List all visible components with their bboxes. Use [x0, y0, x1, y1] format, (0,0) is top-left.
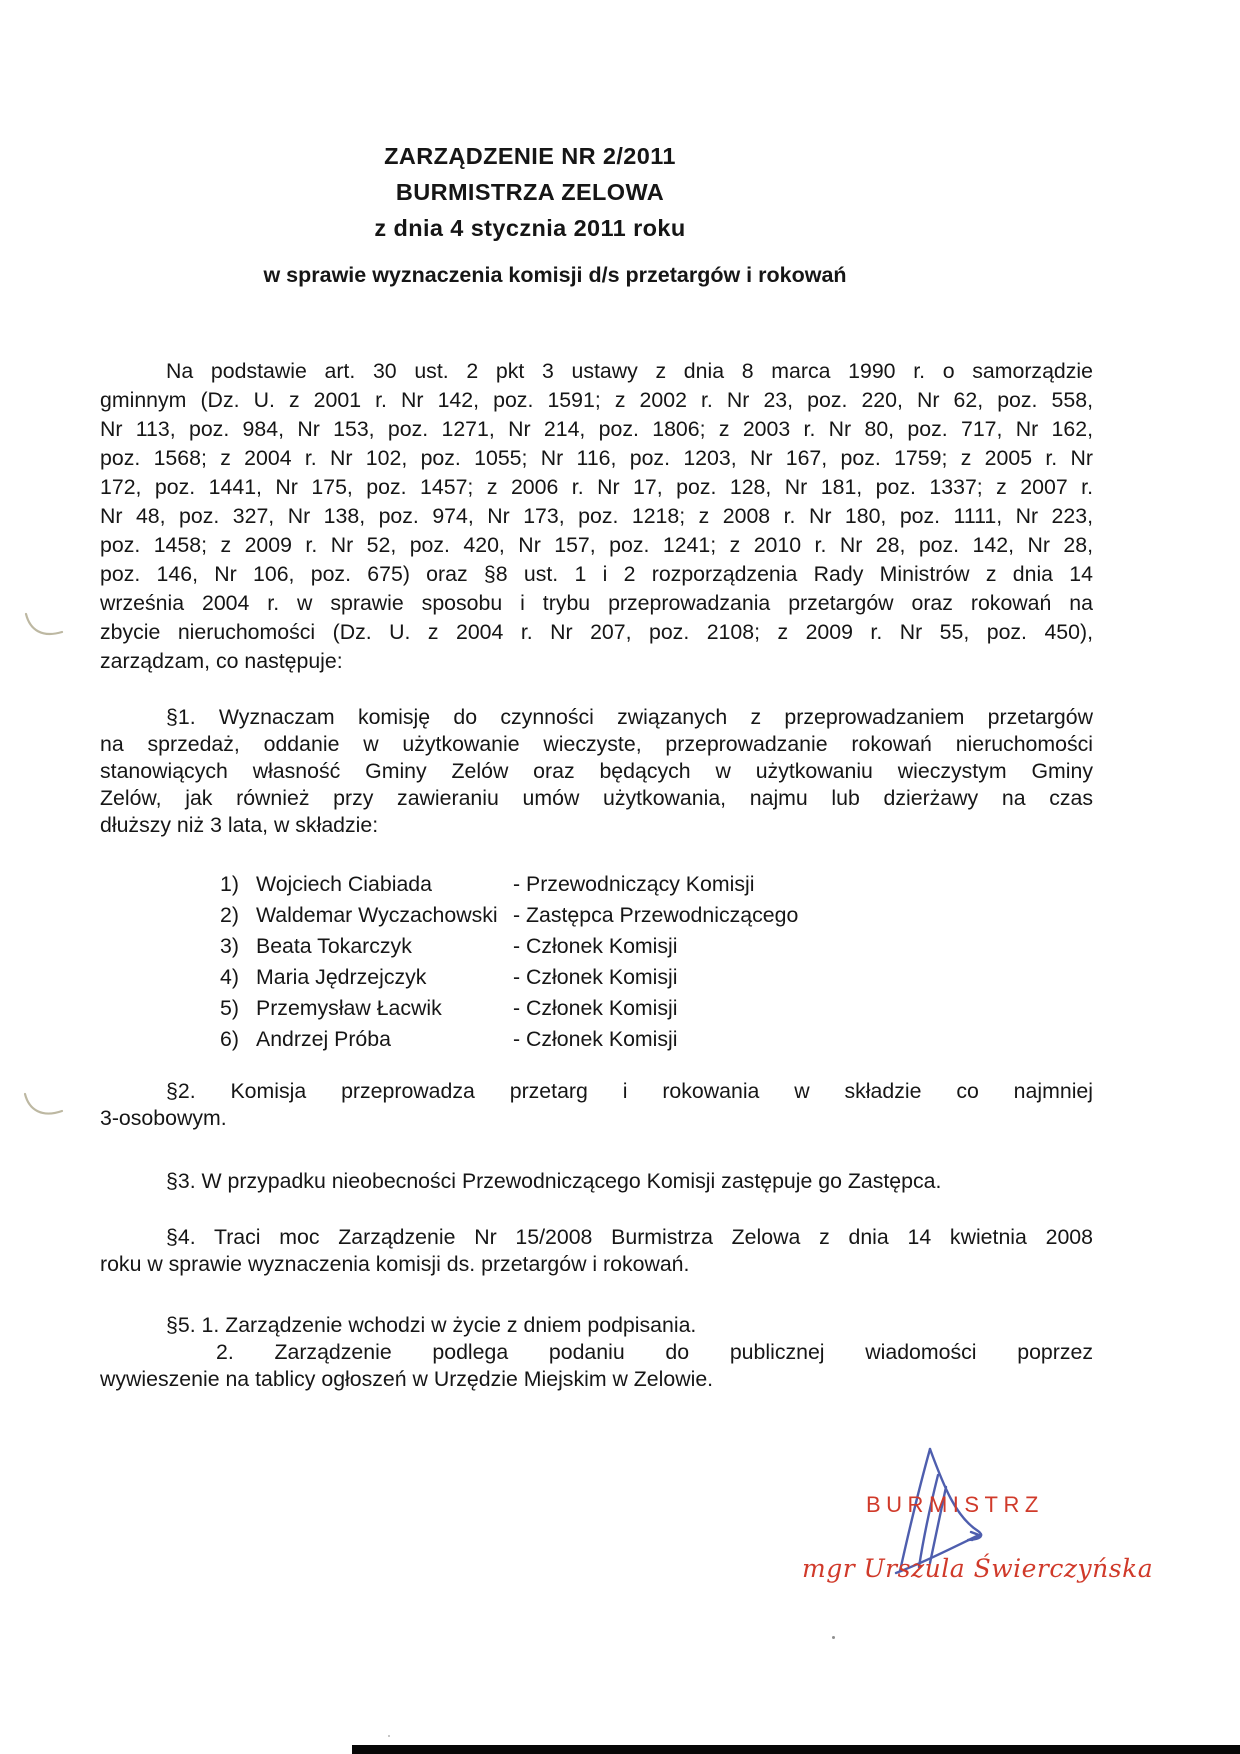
member-row	[100, 963, 1093, 994]
committee-list	[100, 870, 1093, 1056]
member-number: 3)	[220, 934, 239, 958]
legal-basis-line: poz. 1458; z 2009 r. Nr 52, poz. 420, Nr 157, poz. 1241; z 2010 r. Nr 28, poz. 142, Nr 28,	[100, 533, 1093, 557]
member-name: Waldemar Wyczachowski	[256, 903, 498, 927]
section-par3: §3. W przypadku nieobecności Przewodniczącego Komisji zastępuje go Zastępca.	[166, 1169, 942, 1193]
member-name: Przemysław Łacwik	[256, 996, 442, 1020]
pencil-mark	[20, 1090, 72, 1124]
member-row	[100, 870, 1093, 901]
member-number: 5)	[220, 996, 239, 1020]
par1-line: §1. Wyznaczam komisję do czynności związanych z przeprowadzaniem przetargów	[166, 705, 1093, 729]
member-role: - Zastępca Przewodniczącego	[513, 903, 799, 927]
title-line-2: BURMISTRZA ZELOWA	[395, 179, 665, 205]
title-line-3: z dnia 4 stycznia 2011 roku	[374, 215, 686, 241]
stamp-signer-name: mgr Urszula Świerczyńska	[802, 1554, 1154, 1583]
document-title-block	[100, 138, 960, 246]
member-role: - Członek Komisji	[513, 996, 678, 1020]
par1-line: Zelów, jak również przy zawieraniu umów użytkowania, najmu lub dzierżawy na czas	[100, 786, 1093, 810]
member-number: 6)	[220, 1027, 239, 1051]
member-row	[100, 901, 1093, 932]
member-number: 1)	[220, 872, 239, 896]
member-name: Beata Tokarczyk	[256, 934, 412, 958]
stamp-burmistrz-title: BURMISTRZ	[866, 1492, 1044, 1517]
par2-line: 3-osobowym.	[100, 1106, 227, 1130]
pencil-mark	[22, 610, 72, 644]
par4-line: §4. Traci moc Zarządzenie Nr 15/2008 Burmistrza Zelowa z dnia 14 kwietnia 2008	[166, 1225, 1093, 1249]
scan-speck	[832, 1636, 835, 1639]
member-role: - Przewodniczący Komisji	[513, 872, 755, 896]
par1-line: dłuższy niż 3 lata, w składzie:	[100, 813, 379, 837]
member-name: Andrzej Próba	[256, 1027, 391, 1051]
member-number: 4)	[220, 965, 239, 989]
member-row	[100, 932, 1093, 963]
legal-basis-line: gminnym (Dz. U. z 2001 r. Nr 142, poz. 1591; z 2002 r. Nr 23, poz. 220, Nr 62, poz. 558,	[100, 388, 1093, 412]
member-name: Maria Jędrzejczyk	[256, 965, 427, 989]
member-row	[100, 994, 1093, 1025]
section-par1	[100, 704, 1093, 839]
scan-speck	[388, 1735, 390, 1737]
par2-line: §2. Komisja przeprowadza przetarg i rokowania w składzie co najmniej	[166, 1079, 1093, 1103]
legal-basis-line: zbycie nieruchomości (Dz. U. z 2004 r. Nr 207, poz. 2108; z 2009 r. Nr 55, poz. 450),	[100, 620, 1093, 644]
legal-basis-line: Na podstawie art. 30 ust. 2 pkt 3 ustawy z dnia 8 marca 1990 r. o samorządzie	[166, 359, 1093, 383]
par4-line: roku w sprawie wyznaczenia komisji ds. przetargów i rokowań.	[100, 1252, 690, 1276]
legal-basis-line: 172, poz. 1441, Nr 175, poz. 1457; z 2006 r. Nr 17, poz. 128, Nr 181, poz. 1337; z 2007 r.	[100, 475, 1093, 499]
par1-line: stanowiących własność Gminy Zelów oraz będących w użytkowaniu wieczystym Gminy	[100, 759, 1093, 783]
member-role: - Członek Komisji	[513, 965, 678, 989]
par5-line: §5. 1. Zarządzenie wchodzi w życie z dniem podpisania.	[166, 1313, 697, 1337]
member-row	[100, 1025, 1093, 1056]
par5-line: 2. Zarządzenie podlega podaniu do publicznej wiadomości poprzez	[216, 1340, 1093, 1364]
par5-line: wywieszenie na tablicy ogłoszeń w Urzędzie Miejskim w Zelowie.	[100, 1367, 714, 1391]
par1-line: na sprzedaż, oddanie w użytkowanie wieczyste, przeprowadzanie rokowań nieruchomości	[100, 732, 1093, 756]
section-par5	[100, 1312, 1093, 1393]
legal-basis-line: poz. 1568; z 2004 r. Nr 102, poz. 1055; Nr 116, poz. 1203, Nr 167, poz. 1759; z 2005 r. Nr	[100, 446, 1093, 470]
legal-basis-line: poz. 146, Nr 106, poz. 675) oraz §8 ust. 1 i 2 rozporządzenia Rady Ministrów z dnia 14	[100, 562, 1093, 586]
legal-basis-line: września 2004 r. w sprawie sposobu i trybu przeprowadzania przetargów oraz rokowań na	[100, 591, 1093, 615]
section-par4	[100, 1224, 1093, 1278]
member-role: - Członek Komisji	[513, 1027, 678, 1051]
member-name: Wojciech Ciabiada	[256, 872, 432, 896]
legal-basis-line: Nr 48, poz. 327, Nr 138, poz. 974, Nr 173, poz. 1218; z 2008 r. Nr 180, poz. 1111, Nr 223,	[100, 504, 1093, 528]
legal-basis-line: zarządzam, co następuje:	[100, 649, 343, 673]
document-subject: w sprawie wyznaczenia komisji d/s przetargów i rokowań	[263, 263, 847, 287]
member-number: 2)	[220, 903, 239, 927]
section-par2	[100, 1078, 1093, 1132]
legal-basis-line: Nr 113, poz. 984, Nr 153, poz. 1271, Nr 214, poz. 1806; z 2003 r. Nr 80, poz. 717, Nr 162,	[100, 417, 1093, 441]
scan-artifact-bar	[352, 1745, 1240, 1754]
legal-basis-paragraph	[100, 357, 1093, 676]
member-role: - Członek Komisji	[513, 934, 678, 958]
title-line-1: ZARZĄDZENIE NR 2/2011	[384, 143, 676, 169]
